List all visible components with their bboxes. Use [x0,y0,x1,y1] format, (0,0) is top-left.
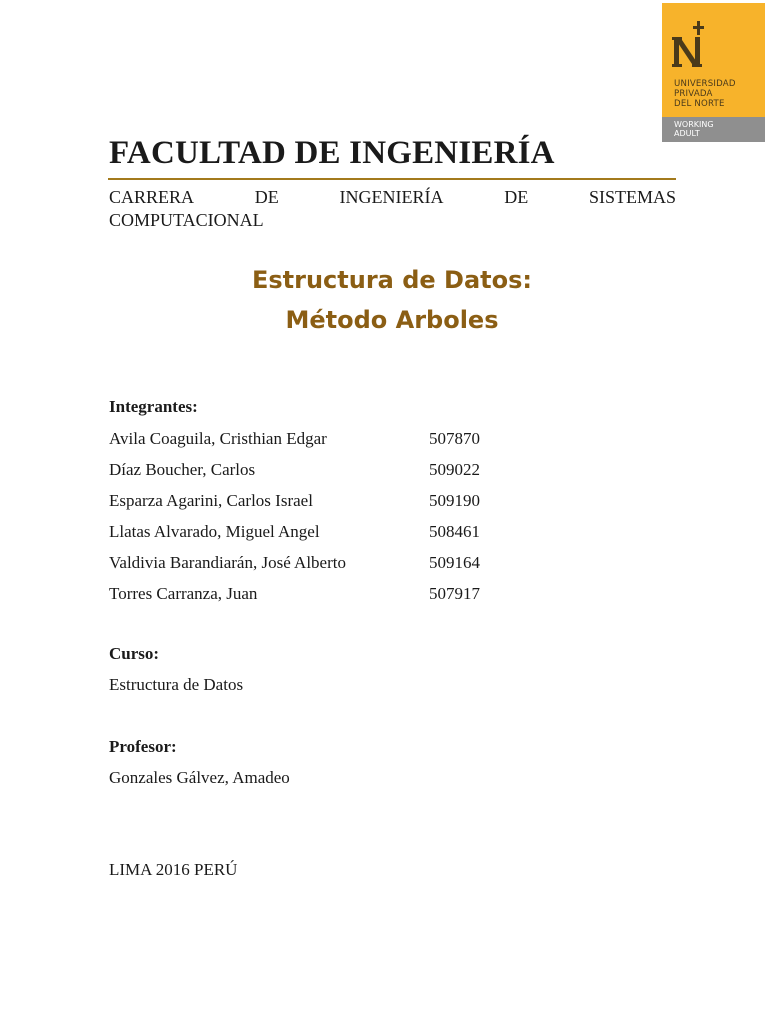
career-word: CARRERA [109,187,195,207]
career-word: INGENIERÍA [339,187,444,207]
career-word: DE [254,187,279,207]
member-code: 507917 [429,584,480,603]
member-name: Esparza Agarini, Carlos Israel [109,491,313,510]
logo-university-name [674,79,736,109]
member-row [109,552,529,583]
course-value: Estructura de Datos [109,675,244,694]
place-year: LIMA 2016 PERÚ [109,860,238,879]
member-row [109,459,529,490]
member-name: Díaz Boucher, Carlos [109,460,256,479]
member-code: 509022 [429,460,480,479]
professor-value: Gonzales Gálvez, Amadeo [109,768,290,787]
member-name: Torres Carranza, Juan [109,584,258,603]
logo-line: UNIVERSIDAD [674,79,736,89]
logo-line: DEL NORTE [674,99,725,109]
university-logo [662,3,765,142]
course-label: Curso: [109,644,160,663]
member-name: Avila Coaguila, Cristhian Edgar [109,429,327,448]
member-row [109,583,529,614]
member-code: 507870 [429,429,480,448]
logo-brand-panel [662,3,765,117]
career-line-1 [109,186,676,209]
upn-n-mark-icon [672,21,712,69]
member-name: Valdivia Barandiarán, José Alberto [109,553,346,572]
document-title [0,260,768,340]
logo-program-name [674,120,714,138]
heading-rule [108,178,676,180]
career-word: DE [504,187,529,207]
member-name: Llatas Alvarado, Miguel Angel [109,522,320,541]
career-word: SISTEMAS [588,187,676,207]
member-row [109,521,529,552]
members-list [109,428,529,614]
member-code: 509190 [429,491,480,510]
member-row [109,428,529,459]
logo-sub-line: WORKING [674,120,714,129]
career-line-2: COMPUTACIONAL [109,210,264,230]
professor-label: Profesor: [109,737,177,756]
logo-line: PRIVADA [674,89,713,99]
career-name [109,186,676,232]
logo-sub-line: ADULT [674,129,700,138]
faculty-heading: FACULTAD DE INGENIERÍA [109,135,555,171]
member-code: 509164 [429,553,480,572]
member-code: 508461 [429,522,480,541]
member-row [109,490,529,521]
title-line-2: Método Arboles [285,306,499,334]
logo-sub-panel [662,117,765,142]
members-label: Integrantes: [109,397,198,416]
title-line-1: Estructura de Datos: [251,266,533,294]
